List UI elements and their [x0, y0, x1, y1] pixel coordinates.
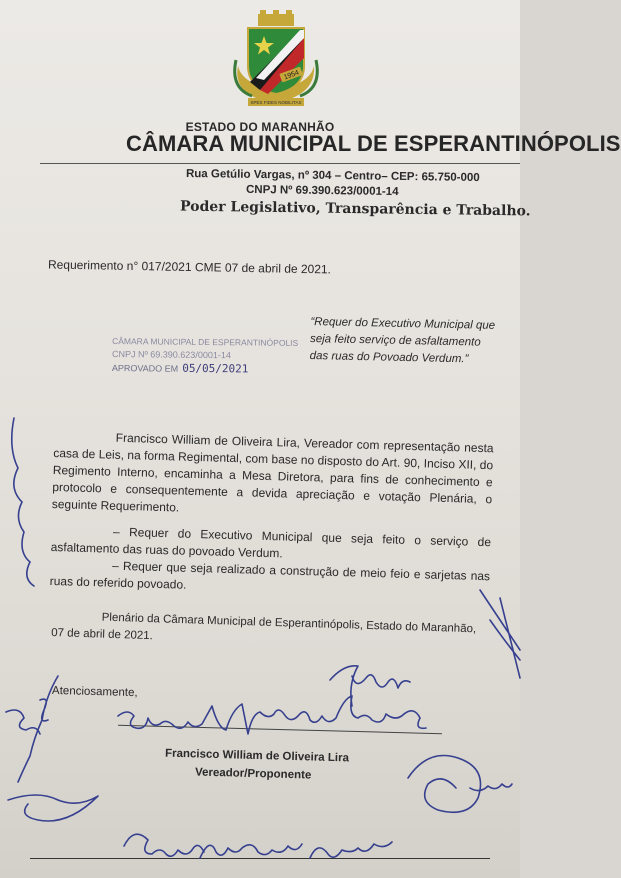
left-margin-signature-1: [12, 418, 34, 586]
iran-signature-mark: [330, 666, 410, 706]
signature-line: [118, 725, 442, 734]
request-item-2: – Requer que seja realizado a construção de meio feio e sarjetas nas ruas do referido povoado.: [49, 558, 491, 592]
crest-year: 1954: [282, 69, 301, 82]
approval-stamp: [112, 335, 299, 377]
stamp-date: 05/05/2021: [182, 361, 249, 376]
request-number: Requerimento n° 017/2021 CME 07 de abril de 2021.: [47, 257, 332, 277]
antonio-signature-mark: [124, 834, 392, 858]
signatory-name: Francisco William de Oliveira Lira: [164, 747, 350, 765]
request-body: [49, 428, 493, 602]
left-margin-signature-3: [6, 710, 98, 821]
crest-banner: SPES FIDES NOBILITAS: [250, 100, 302, 105]
header-divider: [40, 163, 520, 164]
request-summary: “Requer do Executivo Municipal que seja feito serviço de asfaltamento das ruas do Povoado Verdum.”: [309, 316, 496, 366]
carneiro-signature-mark: [408, 756, 512, 813]
signatory-role: Vereador/Proponente: [194, 766, 312, 782]
legislative-motto: Poder Legislativo, Transparência e Trabalho.: [179, 198, 531, 220]
state-name: ESTADO DO MARANHÃO: [185, 120, 335, 134]
address: Rua Getúlio Vargas, nº 304 – Centro– CEP: 65.750-000: [185, 167, 480, 185]
chamber-name: CÂMARA MUNICIPAL DE ESPERANTINÓPOLIS: [126, 131, 621, 156]
cnpj: CNPJ Nº 69.390.623/0001-14: [245, 183, 399, 199]
stamp-line-2: CNPJ Nº 69.390.623/0001-14: [111, 349, 231, 361]
bottom-signature-line: [30, 858, 490, 859]
body-paragraph: Francisco William de Oliveira Lira, Vereador com representação nesta casa de Leis, na forma Regimental, com base no disposto do Art. 90, Inciso XII, do Regimento Interno, encaminha a Mesa Diretora, para fins de conhecimento e protocolo e consequentemente a devida apreciação e votação Plenária, o seguinte Requerimento.: [51, 430, 494, 515]
stamp-approved-label: APROVADO EM: [111, 363, 179, 374]
right-margin-strokes: [480, 590, 520, 678]
closing-text: Plenário da Câmara Municipal de Esperantinópolis, Estado do Maranhão, 07 de abril de 2021.: [51, 611, 477, 643]
closing-paragraph: [51, 608, 482, 655]
stamp-line-3: [112, 361, 298, 377]
request-item-1: – Requer do Executivo Municipal que seja feito o serviço de asfaltamento das ruas do povoado Verdum.: [50, 524, 492, 561]
regards: Atenciosamente,: [51, 684, 138, 700]
stamp-line-1: CÂMARA MUNICIPAL DE ESPERANTINÓPOLIS: [112, 336, 299, 348]
coat-of-arms-logo: [230, 8, 322, 108]
